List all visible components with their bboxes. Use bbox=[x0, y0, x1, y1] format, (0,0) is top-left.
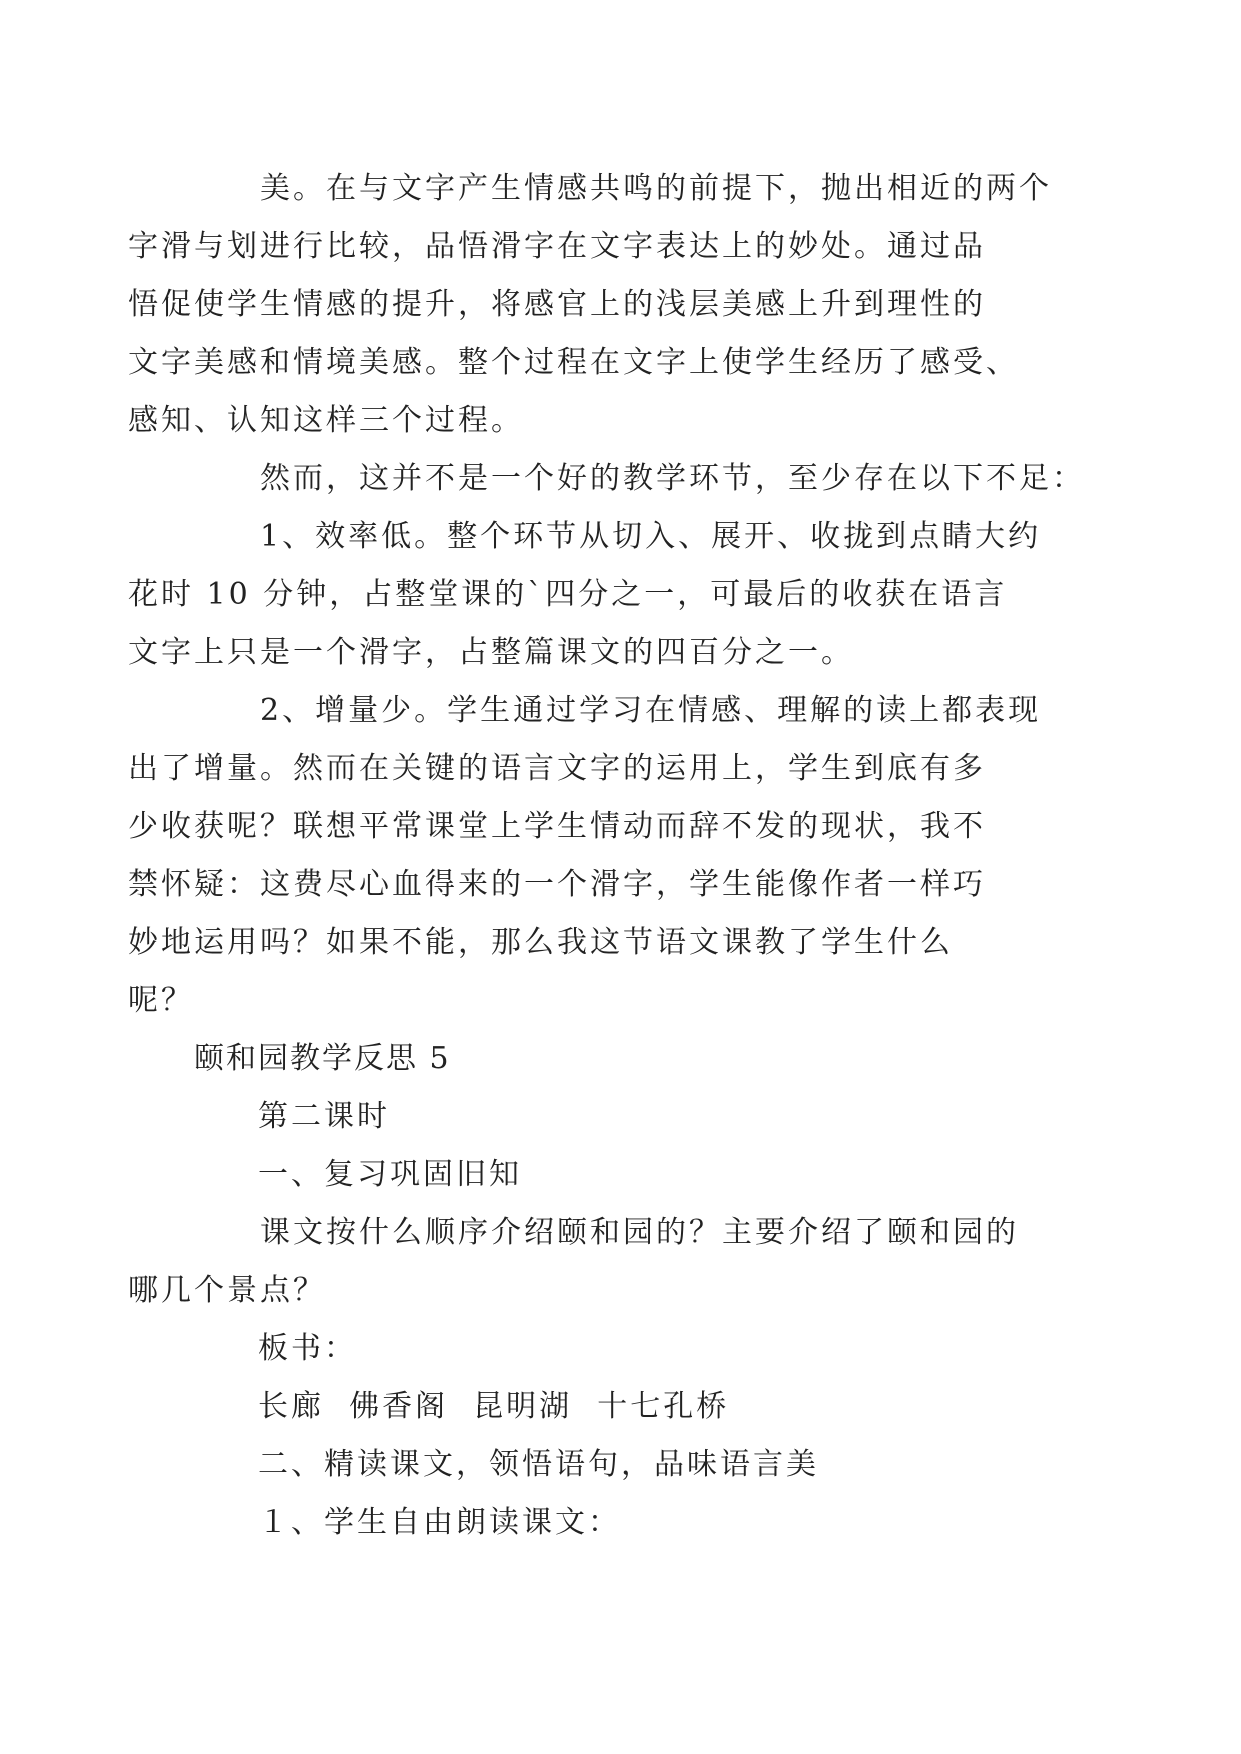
text-line: 美。在与文字产生情感共鸣的前提下，抛出相近的两个 bbox=[260, 171, 1052, 206]
text-line: 感知、认知这样三个过程。 bbox=[128, 403, 524, 438]
step-intensive-reading: 二、精读课文，领悟语句，品味语言美 bbox=[258, 1447, 819, 1482]
text-line: 课文按什么顺序介绍颐和园的？主要介绍了颐和园的 bbox=[260, 1215, 1019, 1250]
board-items: 长廊 佛香阁 昆明湖 十七孔桥 bbox=[258, 1389, 730, 1424]
step-review: 一、复习巩固旧知 bbox=[258, 1157, 522, 1192]
paragraph-low-efficiency bbox=[128, 508, 1064, 682]
lesson-label: 第二课时 bbox=[258, 1099, 390, 1134]
text-line: 1、效率低。整个环节从切入、展开、收拢到点睛大约 bbox=[260, 519, 1042, 554]
paragraph-shortcomings-intro bbox=[194, 450, 1085, 508]
text-line: 花时 10 分钟，占整堂课的`四分之一，可最后的收获在语言 bbox=[128, 577, 1008, 612]
text-line: 2、增量少。学生通过学习在情感、理解的读上都表现 bbox=[260, 693, 1042, 728]
text-line: 少收获呢？联想平常课堂上学生情动而辞不发的现状，我不 bbox=[128, 809, 986, 844]
paragraph-review-question bbox=[128, 1204, 1064, 1320]
text-line: 呢？ bbox=[128, 983, 194, 1018]
text-line: 哪几个景点？ bbox=[128, 1273, 326, 1308]
text-line: 文字上只是一个滑字，占整篇课文的四百分之一。 bbox=[128, 635, 854, 670]
text-line: 妙地运用吗？如果不能，那么我这节语文课教了学生什么 bbox=[128, 925, 953, 960]
document-body bbox=[128, 160, 1085, 1552]
text-line: 禁怀疑：这费尽心血得来的一个滑字，学生能像作者一样巧 bbox=[128, 867, 986, 902]
text-line: 字滑与划进行比较，品悟滑字在文字表达上的妙处。通过品 bbox=[128, 229, 986, 264]
text-line: 文字美感和情境美感。整个过程在文字上使学生经历了感受、 bbox=[128, 345, 1019, 380]
board-label: 板书： bbox=[258, 1331, 357, 1366]
paragraph-beauty-analysis bbox=[128, 160, 1064, 450]
text-line: 然而，这并不是一个好的教学环节，至少存在以下不足： bbox=[260, 461, 1085, 496]
paragraph-low-increment bbox=[128, 682, 1064, 1030]
section-title: 颐和园教学反思 5 bbox=[194, 1041, 451, 1076]
text-line: 出了增量。然而在关键的语言文字的运用上，学生到底有多 bbox=[128, 751, 986, 786]
step-free-reading: １、学生自由朗读课文： bbox=[258, 1505, 621, 1540]
text-line: 悟促使学生情感的提升，将感官上的浅层美感上升到理性的 bbox=[128, 287, 986, 322]
